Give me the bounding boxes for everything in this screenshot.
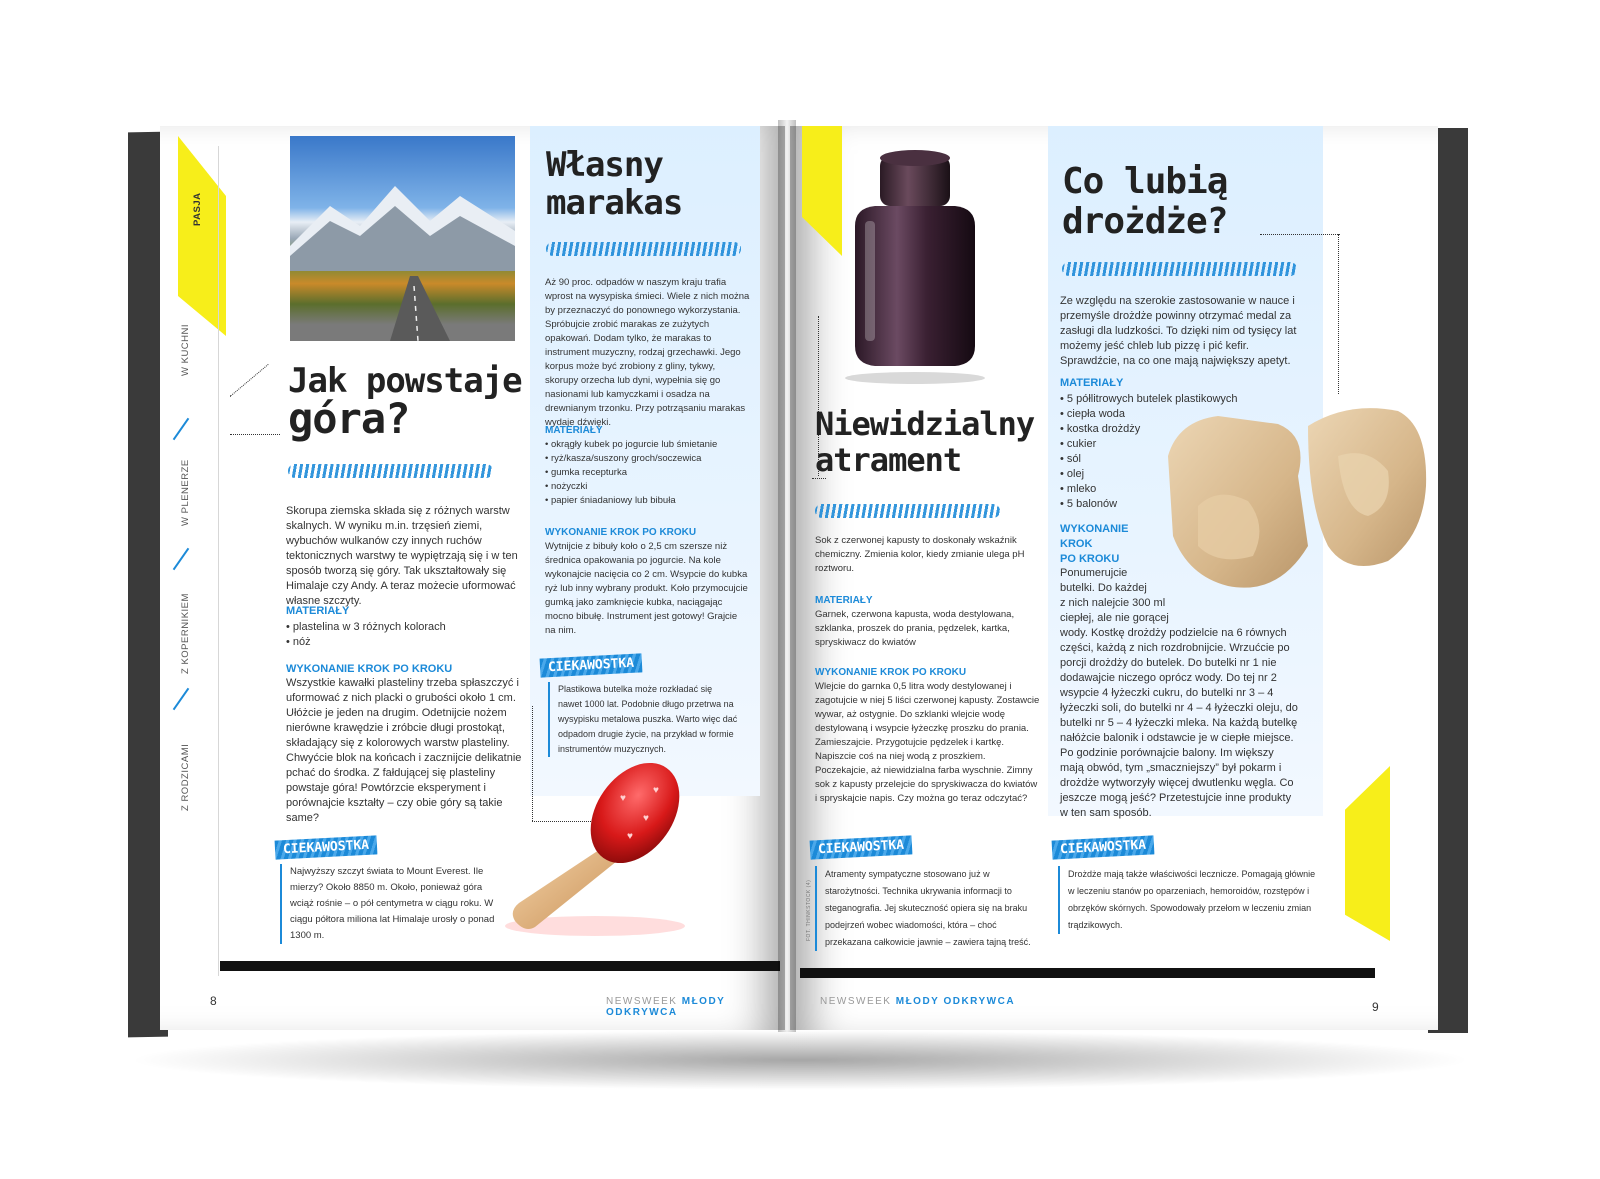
svg-text:♥: ♥ [653,785,659,796]
maracas-photo [495,751,695,951]
footer-brand [820,996,1015,1007]
article3-intro: Sok z czerwonej kapusty to doskonały wskaźnik chemiczny. Zmienia kolor, kiedy zmianie ulega pH roztworu. [815,535,1025,574]
footer-bar [220,961,780,971]
material-item: • 5 półlitrowych butelek plastikowych [1060,392,1280,407]
page-number: 9 [1372,1000,1379,1014]
sidebar-divider [218,146,219,976]
material-item: • plastelina w 3 różnych kolorach [286,620,521,635]
footer-title: MŁODY ODKRYWCA [895,996,1016,1007]
yeast-photo [1158,396,1433,606]
article3-steps-heading: WYKONANIE KROK PO KROKU [815,667,967,678]
article3-materials: Garnek, czerwona kapusta, woda destylowana, szklanka, proszek do prania, pędzelek, kartka, spryskiwacz do kwiatów [815,609,1015,648]
article-title-jak-powstaje-gora [288,361,548,443]
footer-title: MŁODY ODKRYWCA [606,996,726,1018]
material-item: • gumka recepturka [545,466,755,480]
svg-text:♥: ♥ [620,793,626,804]
right-page [790,126,1438,1030]
steps-line: ciepłej, ale nie gorącej [1060,612,1169,624]
material-item: • ryż/kasza/suszony groch/soczewica [545,452,755,466]
title-underline [815,504,1000,518]
sidebar-tag-pasja[interactable]: PASJA [192,192,203,226]
article4-steps-heading [1060,522,1128,567]
ciekawostka-badge: CIEKAWOSTKA [275,835,378,859]
sidebar-item-z-rodzicami[interactable]: Z RODZICAMI [180,743,191,811]
article3-ciekawostka: Atramenty sympatyczne stosowano już w starożytności. Technika ukrywania informacji to steganografia. Jej skuteczność opiera się na braku podejrzeń wobec wiadomości, która – choć przekazana całkowicie jawnie – zawiera tajną treść. [815,866,1040,951]
sidebar-tick [173,548,190,570]
article-title-co-lubia-drozdze [1062,161,1302,242]
article2-materials-heading: MATERIAŁY [545,425,603,436]
title-line-1: Niewidzialny [815,405,1035,443]
article1-intro: Skorupa ziemska składa się z różnych warstw skalnych. W wyniku m.in. trzęsień ziemi, wybuchów wulkanów czy innych ruchów tektonicznych warstwy te wypiętrzają się i w ten sposób tworzą się góry. Tak ukształtowały się Himalaje czy Andy. A teraz możecie uformować własne szczyty. [286,505,518,607]
sidebar-item-z-kopernikiem[interactable]: Z KOPERNIKIEM [180,593,191,674]
material-item: • olej [1060,467,1280,482]
ink-bottle-photo [835,146,995,386]
steps-line: z nich nalejcie 300 ml [1060,597,1166,609]
sidebar-item-w-kuchni[interactable]: W KUCHNI [180,323,191,376]
steps-heading-line: WYKONANIE [1060,523,1129,535]
title-underline [1062,262,1297,276]
dotted-connector [1338,234,1339,394]
title-line-2: drożdże? [1062,201,1228,242]
title-line-1: Własny [546,145,663,185]
article4-ciekawostka: Drożdże mają także właściwości lecznicze. Pomagają głównie w leczeniu stanów po oparzeniach, hemoroidów, rozstępów i obrzęków skórnych. Spowodowały przełom w leczeniu zmian trądzikowych. [1058,866,1318,934]
material-item: • okrągły kubek po jogurcie lub śmietanie [545,438,755,452]
sidebar-tick [173,418,190,440]
svg-text:♥: ♥ [643,813,649,824]
dotted-connector [1260,234,1340,235]
title-line-2: marakas [546,183,683,223]
material-item: • 5 balonów [1060,497,1280,512]
article3-materials-heading: MATERIAŁY [815,595,873,606]
material-item: • sól [1060,452,1280,467]
article1-materials-list [286,620,521,650]
steps-line: butelki. Do każdej [1060,582,1147,594]
material-item: • ciepła woda [1060,407,1280,422]
footer-brand-name: NEWSWEEK [820,996,892,1007]
title-line-2: góra? [288,394,410,443]
material-item: • mleko [1060,482,1280,497]
article4-steps: wody. Kostkę drożdży podzielcie na 6 równych części, każdą z nich rozdrobnijcie. Wrzućcie po porcji drożdży do butelek. Do butelki nr 1 nie dodawajcie niczego oprócz wody. Do tej nr 2 wsypcie 4 łyżeczki cukru, do butelki nr 3 – 4 łyżeczki soli, do butelki nr 4 – 4 łyżeczki oleju, do butelki nr 5 – 4 łyżeczki mleka. Na każdą butelkę nałóżcie balonik i odstawcie je w ciepłe miejsce. Po godzinie porównajcie balony. Im większy mają obwód, tym „smaczniejszy” był pokarm i drożdże wytworzyły więcej dwutlenku węgla. Co jeszcze mogą jeść? Przetestujcie inne produkty w ten sam sposób. [1060,627,1298,819]
article2-materials-list [545,438,755,508]
dotted-connector [230,364,269,397]
article3-steps: Wlejcie do garnka 0,5 litra wody destylowanej i zagotujcie w niej 5 liści czerwonej kapusty. Zostawcie wywar, aż ostygnie. Do szklanki wlejcie wodę destylowaną i wsypcie łyżeczkę proszku do prania. Zamieszajcie. Przygotujcie pędzelek i kartkę. Napiszcie coś na niej wodą z proszkiem. Poczekajcie, aż niewidzialna farba wyschnie. Zimny sok z kapusty przelejcie do spryskiwacza do kwiatów i spryskajcie napis. Czy można go teraz odczytać? [815,681,1040,804]
material-item: • nożyczki [545,480,755,494]
article-title-wlasny-marakas [546,145,756,223]
steps-line: Ponumerujcie [1060,567,1128,579]
page-number: 8 [210,994,217,1008]
article4-intro: Ze względu na szerokie zastosowanie w nauce i przemyśle drożdże powinny otrzymać medal za zasługi dla ludzkości. To dzięki nim od tysięcy lat możemy jeść chleb lub pizzę i pić kefir. Sprawdźcie, na co one mają największy apetyt. [1060,295,1297,367]
article2-steps-heading: WYKONANIE KROK PO KROKU [545,527,697,538]
article1-steps-heading: WYKONANIE KROK PO KROKU [286,663,453,675]
ciekawostka-badge: CIEKAWOSTKA [1052,835,1155,859]
article4-materials-heading: MATERIAŁY [1060,377,1124,389]
footer-bar [800,968,1375,978]
footer-brand [606,996,785,1018]
title-line-2: atrament [815,441,962,479]
photo-credit: FOT. THINKSTOCK (4) [806,879,812,941]
sidebar-item-w-plenerze[interactable]: W PLENERZE [180,459,191,526]
mountain-photo [290,136,515,341]
title-underline [288,464,493,478]
title-line-1: Jak powstaje [288,361,522,401]
book-spine [778,120,796,1032]
article1-steps: Wszystkie kawałki plasteliny trzeba spłaszczyć i uformować z nich placki o grubości około 1 cm. Ułóżcie je jeden na drugim. Odetnijcie nożem nierówne krawędzie i zróbcie długi prostokąt, składający się z kolorowych warstw plasteliny. Chwyćcie blok na końcach i zacznijcie delikatnie pchać do środka. Z fałdującej się plasteliny powstaje góra! Powtórzcie eksperyment i porównajcie kształty – czy obie góry są takie same? [286,677,522,824]
material-item: • cukier [1060,437,1280,452]
sidebar-tick [173,688,190,710]
material-item: • kostka drożdży [1060,422,1280,437]
material-item: • nóż [286,635,521,650]
yellow-accent-bottom-right [1345,766,1390,941]
footer-brand-name: NEWSWEEK [606,996,678,1007]
steps-heading-line: KROK [1060,538,1093,550]
ciekawostka-badge: CIEKAWOSTKA [540,653,643,677]
article2-steps: Wytnijcie z bibuły koło o 2,5 cm szersze niż średnica opakowania po jogurcie. Na kole wykonajcie nacięcia co 2 cm. Wsypcie do kubka ryż lub inny wybrany produkt. Koło przymocujcie gumką jako zamknięcie kubka, naciągając mocno bibułę. Instrument jest gotowy! Grajcie na nim. [545,541,748,636]
svg-text:♥: ♥ [627,831,633,842]
title-line-1: Co lubią [1062,161,1228,202]
article1-ciekawostka: Najwyższy szczyt świata to Mount Everest. Ile mierzy? Około 8850 m. Około, ponieważ góra wciąż rośnie – o pół centymetra w ciągu roku. W ciągu półtora miliona lat Himalaje urosły o ponad 1300 m. [280,864,495,944]
material-item: • papier śniadaniowy lub bibuła [545,494,755,508]
title-underline [546,242,741,256]
article2-intro: Aż 90 proc. odpadów w naszym kraju trafia wprost na wysypiska śmieci. Wiele z nich można by przeznaczyć do ponownego wykorzystania. Spróbujcie zrobić marakas ze zużytych opakowań. Dodam tylko, że marakas to instrument muzyczny, rodzaj grzechawki. Jego korpus może być zrobiony z gliny, tykwy, skorupy orzecha lub dyni, wypełnia się go nasionami lub kamyczkami i osadza na drewnianym trzonku. Przy potrząsaniu marakas wydaje dźwięki. [545,277,750,428]
steps-heading-line: PO KROKU [1060,553,1120,565]
dotted-connector [230,434,280,435]
article-title-niewidzialny-atrament [815,405,1055,479]
article2-ciekawostka: Plastikowa butelka może rozkładać się nawet 1000 lat. Podobnie długo przetrwa na wysypisku metalowa puszka. Warto więc dać odpadom drugie życie, na przykład w formie instrumentów muzycznych. [548,682,738,757]
book-shadow [125,1030,1475,1090]
left-page [160,126,785,1030]
ciekawostka-badge: CIEKAWOSTKA [810,835,913,859]
article1-materials-heading: MATERIAŁY [286,605,350,617]
